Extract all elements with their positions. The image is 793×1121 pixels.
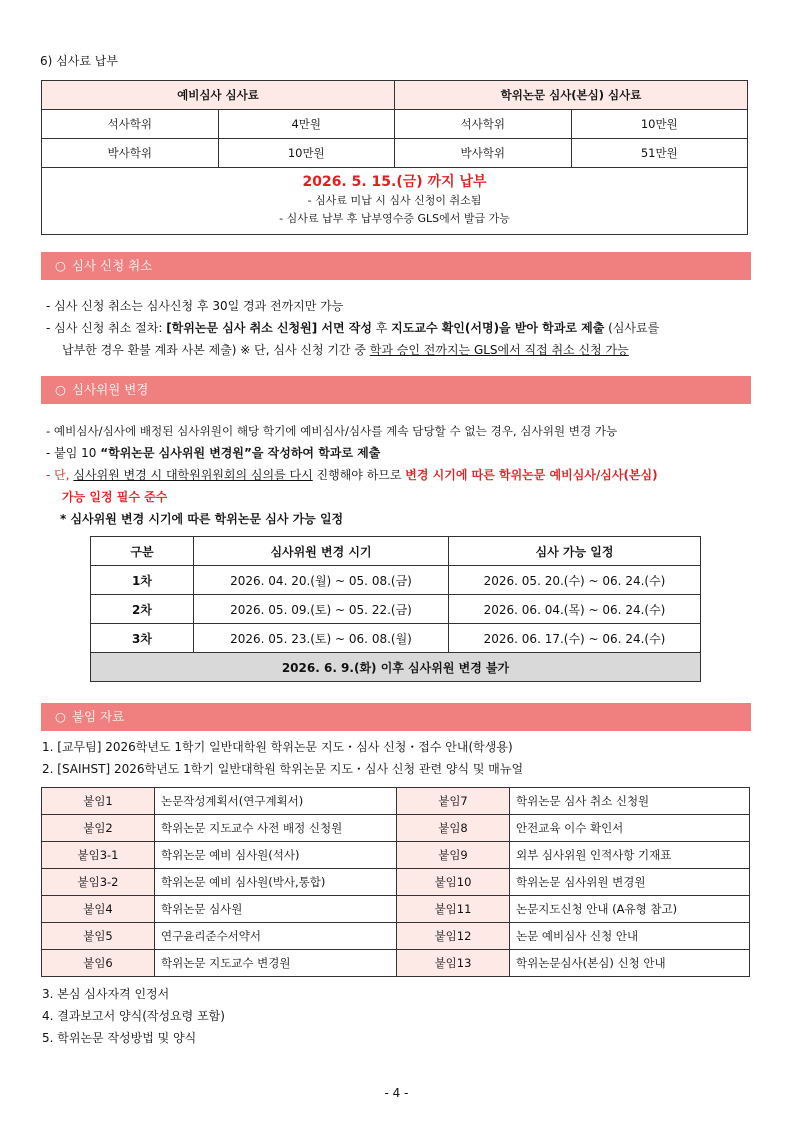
text-run: 학과 승인 전까지는 GLS에서 직접 취소 신청 가능 (369, 343, 629, 357)
text-run: 납부한 경우 환불 계좌 사본 제출) ※ 단, 심사 신청 기간 중 (62, 343, 370, 357)
text-run: - 붙임 10 (46, 446, 101, 460)
attachment-name: 외부 심사위원 인적사항 기재표 (510, 842, 750, 869)
fee-cell: 51만원 (571, 139, 748, 168)
round-cell: 2차 (91, 595, 194, 624)
review-period-cell: 2026. 05. 20.(수) ~ 06. 24.(수) (449, 566, 701, 595)
table-header: 구분 (91, 537, 194, 566)
attachment-code: 붙임7 (397, 788, 510, 815)
committee-line-4: 가능 일정 필수 준수 (62, 490, 168, 504)
text-run: 변경 시기에 따른 학위논문 예비심사/심사(본심) (405, 468, 658, 482)
table-row (42, 815, 750, 842)
table-row (42, 788, 750, 815)
cancel-line-2 (46, 317, 659, 339)
committee-line-1: - 예비심사/심사에 배정된 심사위원이 해당 학기에 예비심사/심사를 계속 담당할 수 없는 경우, 심사위원 변경 가능 (46, 424, 618, 438)
attachment-code: 붙임3-1 (42, 842, 155, 869)
attachment-item-3: 3. 본심 심사자격 인정서 (42, 987, 170, 1001)
attachment-code: 붙임1 (42, 788, 155, 815)
attachment-item-5: 5. 학위논문 작성방법 및 양식 (42, 1031, 197, 1045)
change-period-cell: 2026. 05. 09.(토) ~ 05. 22.(금) (194, 595, 449, 624)
page-number: - 4 - (384, 1086, 409, 1100)
attachment-name: 학위논문 예비 심사원(석사) (155, 842, 397, 869)
attachment-name: 학위논문 심사원 (155, 896, 397, 923)
prelim-fee-header: 예비심사 심사료 (42, 81, 395, 110)
text-run: 지도교수 확인(서명)을 받아 학과로 제출 (391, 321, 605, 335)
text-run: “학위논문 심사위원 변경원”을 작성하여 학과로 제출 (100, 446, 381, 460)
section-title: 심사위원 변경 (71, 382, 149, 397)
attachment-name: 안전교육 이수 확인서 (510, 815, 750, 842)
fee-cell: 10만원 (571, 110, 748, 139)
main-fee-header: 학위논문 심사(본심) 심사료 (395, 81, 748, 110)
schedule-footer: 2026. 6. 9.(화) 이후 심사위원 변경 불가 (91, 653, 701, 682)
table-row (42, 139, 748, 168)
cancel-line-1: - 심사 신청 취소는 심사신청 후 30일 경과 전까지만 가능 (46, 299, 344, 313)
attachment-item-4: 4. 결과보고서 양식(작성요령 포함) (42, 1009, 225, 1023)
text-run: 심사위원 변경 시 대학원위원회의 심의를 다시 (73, 468, 313, 482)
section-title: 붙임 자료 (71, 709, 125, 724)
schedule-sub-heading: * 심사위원 변경 시기에 따른 학위논문 심사 가능 일정 (60, 512, 344, 526)
table-row (42, 896, 750, 923)
text-run: 진행해야 하므로 (312, 468, 406, 482)
table-row (42, 842, 750, 869)
attachment-item-1: 1. [교무팀] 2026학년도 1학기 일반대학원 학위논문 지도・심사 신청・접수 안내(학생용) (42, 740, 513, 754)
attachment-name: 학위논문 예비 심사원(박사,통합) (155, 869, 397, 896)
table-header: 심사 가능 일정 (449, 537, 701, 566)
change-period-cell: 2026. 04. 20.(월) ~ 05. 08.(금) (194, 566, 449, 595)
attachment-code: 붙임11 (397, 896, 510, 923)
attachment-name: 학위논문 지도교수 사전 배정 신청원 (155, 815, 397, 842)
attachment-name: 학위논문 심사위원 변경원 (510, 869, 750, 896)
circle-icon: ○ (55, 382, 66, 397)
fee-note-2: - 심사료 납부 후 납부영수증 GLS에서 발급 가능 (279, 212, 510, 225)
deadline-cell (42, 168, 748, 235)
fee-note-1: - 심사료 미납 시 심사 신청이 취소됨 (307, 194, 482, 207)
circle-icon: ○ (55, 709, 66, 724)
text-run: (심사료를 (604, 321, 660, 335)
degree-cell: 석사학위 (42, 110, 219, 139)
attachment-name: 논문 예비심사 신청 안내 (510, 923, 750, 950)
table-row (42, 110, 748, 139)
table-row (91, 595, 701, 624)
attachment-code: 붙임6 (42, 950, 155, 977)
section-title: 심사 신청 취소 (71, 258, 153, 273)
table-header: 심사위원 변경 시기 (194, 537, 449, 566)
table-row (42, 923, 750, 950)
text-run: - 심사 신청 취소 절차: (46, 321, 167, 335)
table-row (91, 624, 701, 653)
attachment-code: 붙임3-2 (42, 869, 155, 896)
committee-line-3 (46, 464, 658, 486)
circle-icon: ○ (55, 258, 66, 273)
attachment-code: 붙임13 (397, 950, 510, 977)
committee-line-2 (46, 442, 380, 464)
attachment-code: 붙임5 (42, 923, 155, 950)
review-period-cell: 2026. 06. 17.(수) ~ 06. 24.(수) (449, 624, 701, 653)
table-row (91, 566, 701, 595)
cancel-line-3 (62, 339, 629, 361)
round-cell: 1차 (91, 566, 194, 595)
review-period-cell: 2026. 06. 04.(목) ~ 06. 24.(수) (449, 595, 701, 624)
attachment-code: 붙임10 (397, 869, 510, 896)
section-bar-cancel (41, 252, 751, 280)
fee-cell: 10만원 (218, 139, 395, 168)
fee-heading: 6) 심사료 납부 (40, 54, 118, 68)
attachment-code: 붙임12 (397, 923, 510, 950)
attachment-code: 붙임4 (42, 896, 155, 923)
round-cell: 3차 (91, 624, 194, 653)
table-row (42, 950, 750, 977)
fee-table (41, 80, 748, 235)
section-bar-committee (41, 376, 751, 404)
schedule-table (90, 536, 701, 682)
text-run: [학위논문 심사 취소 신청원] 서면 작성 (166, 321, 372, 335)
text-run: 후 (371, 321, 392, 335)
fee-cell: 4만원 (218, 110, 395, 139)
section-bar-attachments (41, 703, 751, 731)
attachment-name: 연구윤리준수서약서 (155, 923, 397, 950)
attachment-table (41, 787, 750, 977)
text-run: - 단, (46, 468, 74, 482)
change-period-cell: 2026. 05. 23.(토) ~ 06. 08.(월) (194, 624, 449, 653)
attachment-name: 논문작성계획서(연구계획서) (155, 788, 397, 815)
attachment-code: 붙임8 (397, 815, 510, 842)
attachment-code: 붙임9 (397, 842, 510, 869)
attachment-name: 학위논문 지도교수 변경원 (155, 950, 397, 977)
table-row (42, 869, 750, 896)
attachment-item-2: 2. [SAIHST] 2026학년도 1학기 일반대학원 학위논문 지도・심사 신청 관련 양식 및 매뉴얼 (42, 762, 524, 776)
attachment-name: 논문지도신청 안내 (A유형 참고) (510, 896, 750, 923)
attachment-name: 학위논문 심사 취소 신청원 (510, 788, 750, 815)
attachment-code: 붙임2 (42, 815, 155, 842)
degree-cell: 박사학위 (42, 139, 219, 168)
degree-cell: 석사학위 (395, 110, 572, 139)
degree-cell: 박사학위 (395, 139, 572, 168)
attachment-name: 학위논문심사(본심) 신청 안내 (510, 950, 750, 977)
payment-deadline: 2026. 5. 15.(금) 까지 납부 (302, 174, 487, 190)
